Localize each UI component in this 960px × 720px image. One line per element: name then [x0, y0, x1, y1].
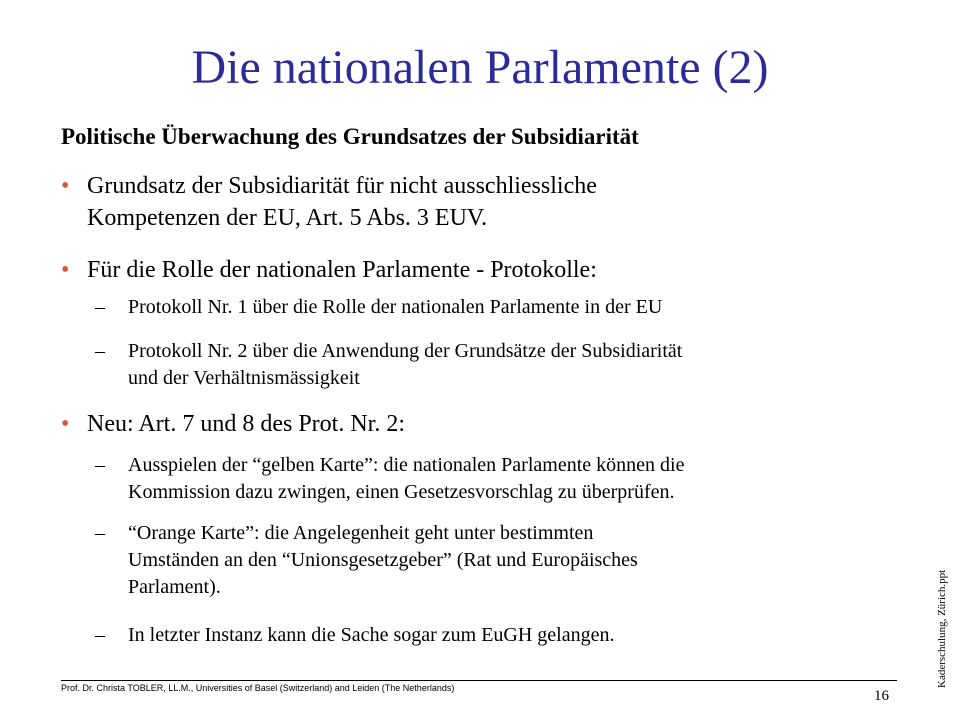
sub-line: Protokoll Nr. 2 über die Anwendung der Grundsätze der Subsidiarität: [128, 340, 683, 362]
sub-text: [128, 338, 682, 392]
sub-line: In letzter Instanz kann die Sache sogar zum EuGH gelangen.: [128, 624, 615, 646]
slide-title: Die nationalen Parlamente (2): [191, 41, 769, 94]
dash-marker: –: [95, 522, 105, 544]
bullet-line: Für die Rolle der nationalen Parlamente - Protokolle:: [87, 257, 597, 283]
dash-marker: –: [95, 454, 105, 476]
bullet-line: Grundsatz der Subsidiarität für nicht ausschliessliche: [87, 173, 597, 199]
dash-marker: –: [95, 624, 105, 646]
sub-line: Parlament).: [128, 576, 221, 598]
sub-text: [128, 452, 684, 506]
bullet-marker: •: [61, 411, 70, 437]
sub-text: [128, 622, 614, 649]
sub-text: [128, 520, 638, 601]
sub-line: Umständen an den “Unionsgesetzgeber” (Rat und Europäisches: [128, 549, 638, 571]
bullet-marker: •: [61, 173, 70, 199]
bullet-line: Neu: Art. 7 und 8 des Prot. Nr. 2:: [87, 411, 405, 437]
bullet-marker: •: [61, 257, 70, 283]
bullet-line: Kompetenzen der EU, Art. 5 Abs. 3 EUV.: [87, 205, 488, 231]
sub-line: Ausspielen der “gelben Karte”: die nationalen Parlamente können die: [128, 454, 685, 476]
sub-line: Protokoll Nr. 1 über die Rolle der nationalen Parlamente in der EU: [128, 296, 663, 318]
footer-divider: [61, 680, 897, 681]
bullet-text: [87, 170, 597, 234]
dash-marker: –: [95, 296, 105, 318]
footer-author: Prof. Dr. Christa TOBLER, LL.M., Universities of Basel (Switzerland) and Leiden (The Netherlands): [61, 683, 455, 693]
slide-subtitle: Politische Überwachung des Grundsatzes der Subsidiarität: [61, 124, 639, 149]
sub-line: Kommission dazu zwingen, einen Gesetzesvorschlag zu überprüfen.: [128, 481, 675, 503]
bullet-text: [87, 408, 405, 440]
page-number: 16: [874, 688, 889, 704]
bullet-text: [87, 254, 597, 286]
dash-marker: –: [95, 340, 105, 362]
sub-text: [128, 294, 662, 321]
sub-line: und der Verhältnismässigkeit: [128, 367, 360, 389]
side-note-filename: Kaderschulung, Zürich.ppt: [936, 569, 948, 688]
sub-line: “Orange Karte”: die Angelegenheit geht unter bestimmten: [128, 522, 594, 544]
